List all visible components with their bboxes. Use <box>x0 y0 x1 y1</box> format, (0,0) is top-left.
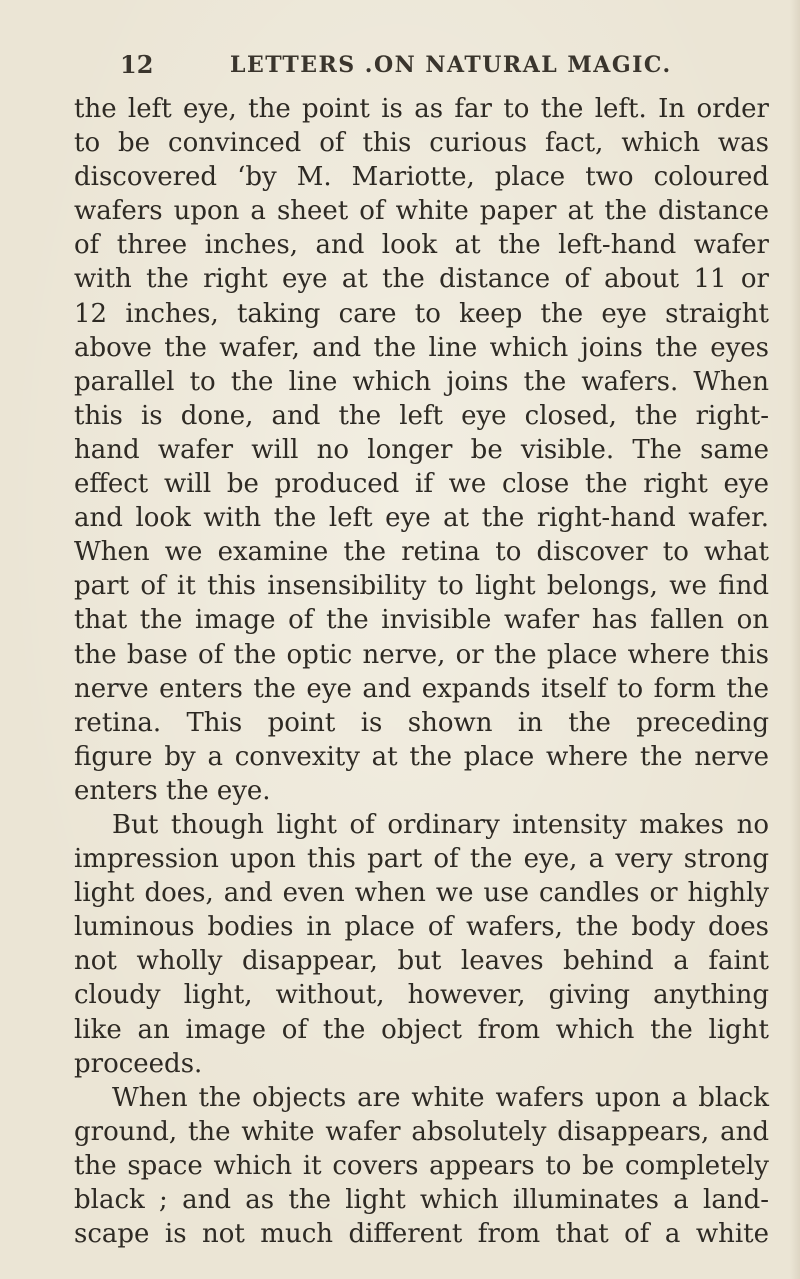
text-line: with the right eye at the distance of about 11 or <box>74 264 769 295</box>
text-line: like an image of the object from which the light <box>74 1014 769 1045</box>
text-line: of three inches, and look at the left-hand wafer <box>74 230 769 261</box>
paragraph-end-line: proceeds. <box>74 1048 203 1079</box>
text-line: discovered ‘by M. Mariotte, place two coloured <box>74 162 769 193</box>
text-line: above the wafer, and the line which joins the eyes <box>74 332 769 363</box>
body-text <box>74 92 769 1251</box>
text-line: that the image of the invisible wafer has fallen on <box>74 605 769 636</box>
page-edge-shadow <box>790 0 800 1279</box>
text-line: hand wafer will no longer be visible. The same <box>74 434 769 465</box>
text-line: part of it this insensibility to light belongs, we find <box>74 571 769 602</box>
text-line: this is done, and the left eye closed, the right- <box>74 400 769 431</box>
text-line: the left eye, the point is as far to the left. In order <box>74 94 769 124</box>
text-line: nerve enters the eye and expands itself to form the <box>74 673 769 704</box>
text-line: scape is not much different from that of a white <box>74 1219 769 1250</box>
text-line: impression upon this part of the eye, a very strong <box>74 844 769 875</box>
text-line: ground, the white wafer absolutely disappears, and <box>74 1116 769 1147</box>
text-line: When we examine the retina to discover to what <box>74 537 769 568</box>
text-line: luminous bodies in place of wafers, the body does <box>74 912 769 943</box>
text-line: parallel to the line which joins the wafers. When <box>74 366 769 397</box>
text-line: 12 inches, taking care to keep the eye straight <box>74 298 769 329</box>
text-line: light does, and even when we use candles or highly <box>74 878 769 909</box>
text-line: black ; and as the light which illuminates a land- <box>74 1185 769 1215</box>
text-line: the space which it covers appears to be completely <box>74 1150 769 1181</box>
text-line: to be convinced of this curious fact, which was <box>74 128 769 159</box>
text-line: the base of the optic nerve, or the place where this <box>74 639 769 670</box>
text-line: figure by a convexity at the place where the nerve <box>74 741 769 772</box>
text-line: effect will be produced if we close the right eye <box>74 469 769 500</box>
text-line: not wholly disappear, but leaves behind a faint <box>74 946 769 977</box>
running-title: LETTERS .ON NATURAL MAGIC. <box>230 52 672 78</box>
paragraph-start-line: But though light of ordinary intensity makes no <box>112 809 769 840</box>
page-number: 12 <box>120 50 154 79</box>
text-line: retina. This point is shown in the preceding <box>74 707 769 738</box>
text-line: wafers upon a sheet of white paper at the distance <box>74 196 769 227</box>
running-head <box>120 50 740 80</box>
text-line: and look with the left eye at the right-hand wafer. <box>74 503 769 534</box>
text-line: cloudy light, without, however, giving anything <box>74 980 769 1011</box>
paragraph-start-line: When the objects are white wafers upon a black <box>112 1082 769 1113</box>
paragraph-end-line: enters the eye. <box>74 775 271 806</box>
